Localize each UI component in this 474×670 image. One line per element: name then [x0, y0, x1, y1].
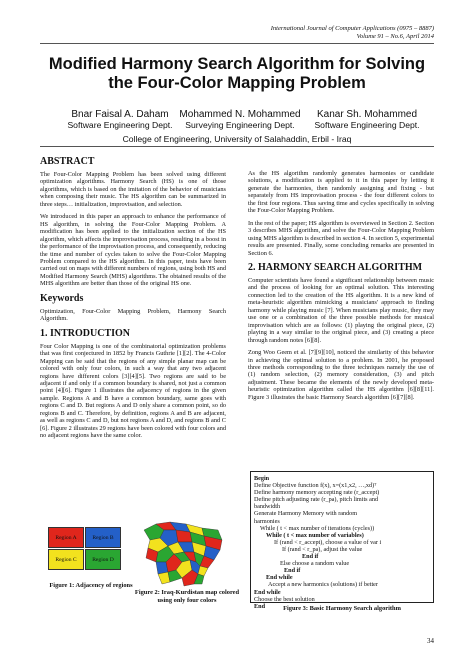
- region-c: [48, 549, 84, 570]
- right-paragraph-2: In the rest of the paper; HS algorithm is overviewed in Section 2. Section 3 describes MHS algorithm, and solve the Four-Color Mapping Problem using MHS algorithm is described in section 4. In section 5, experimental results are presented. Finally, some concluding remarks are presented in Section 6.: [248, 219, 434, 257]
- figure-3-caption: Figure 3: Basic Harmony Search algorithm: [283, 605, 401, 612]
- algo-line: harmonies: [254, 517, 280, 525]
- author-dept: Software Engineering Dept.: [314, 120, 420, 130]
- region-b: [85, 527, 121, 548]
- region-label: Region A: [55, 534, 77, 541]
- figure-1-grid: [48, 527, 124, 573]
- algo-line: Choose the best solution: [254, 595, 315, 603]
- author-name: Kanar Sh. Mohammed: [316, 109, 418, 120]
- header-rule: [40, 43, 434, 44]
- intro-heading: 1. INTRODUCTION: [40, 327, 131, 339]
- right-paragraph-1: As the HS algorithm randomly generates harmonies or candidate solutions, a modification is applied to it in this paper by letting it generate the harmonies, then randomly assigning and fixing - but separately from HS improvisation process - the four different colors to the first four regions. Thus saving time and cycles specifically in solving the Four-Color Mapping Problem.: [248, 170, 434, 215]
- figure-2-caption: Figure 2: Iraq-Kurdistan map colored using only four colors: [134, 589, 240, 604]
- region-label: Region B: [92, 534, 114, 541]
- left-column: [40, 152, 226, 445]
- algo-line: Accept a new harmonics (solutions) if better: [268, 581, 378, 589]
- author-dept: Surveying Engineering Dept.: [185, 120, 295, 130]
- algo-line: Define Objective function f(x), x=(x1,x2, …,xd)ᵀ: [254, 482, 377, 490]
- algo-line: While ( t < max number of iterations (cycles)): [260, 524, 375, 532]
- algo-line: Begin: [254, 475, 270, 482]
- author-2: [176, 110, 304, 130]
- page-number: 34: [427, 637, 434, 645]
- paper-title: Modified Harmony Search Algorithm for Solving the Four-Color Mapping Problem: [48, 55, 426, 92]
- journal-header: [271, 25, 434, 41]
- algo-line: bandwidth: [254, 503, 281, 511]
- algo-line: End if: [284, 567, 301, 575]
- algo-line: If (rand < r_pa), adjust the value: [282, 545, 363, 553]
- affiliation: College of Engineering, University of Salahaddin, Erbil - Iraq: [122, 134, 352, 144]
- author-1: [58, 110, 182, 130]
- abstract-heading: ABSTRACT: [40, 156, 95, 167]
- region-label: Region D: [92, 556, 114, 563]
- algo-line: Define harmony memory accepting rate (r_accept): [254, 489, 380, 497]
- keywords-text: Optimization, Four-Color Mapping Problem, Harmony Search Algorithm.: [40, 307, 226, 323]
- journal-volume: Volume 91 – No.6, April 2014: [356, 33, 434, 40]
- intro-paragraph-1: Four Color Mapping is one of the combinatorial optimization problems that was first conjectured in 1852 by Francis Guthrie [1][2]. The 4-Color Mapping can be said that the regions of any simple planar map can be colored with only four colors, in such a way that any two adjacent regions have different colors [3][4][5]. Two regions are said to be adjacent if and only if a common boundary is shared, not just a common point [4][6]. Figure 1 illustrates the adjacency of regions in the given sample. Regions A and B have a common boundary, same goes with regions C and D. But regions A and D only share a common point, so do regions B and C. Therefore, by definition, regions A and B are adjacent, as well as regions C and D, but not regions A and D, and regions B and C [6]. Figure 2 illustrates 29 regions have been colored with four colors and no adjacent regions have the same color.: [40, 342, 226, 440]
- algo-line: End while: [254, 588, 281, 596]
- algo-line: Else choose a random value: [280, 560, 350, 568]
- authors-rule: [40, 146, 434, 147]
- algo-line: Generate Harmony Memory with random: [254, 510, 358, 518]
- region-d: [85, 549, 121, 570]
- region-a: [48, 527, 84, 548]
- algo-line: End if: [302, 553, 319, 561]
- author-name: Bnar Faisal A. Daham: [71, 109, 169, 120]
- algo-line: End while: [266, 574, 293, 582]
- keywords-heading: Keywords: [40, 292, 84, 304]
- algo-line: If (rand < r_accept), choose a value of var i: [274, 538, 382, 546]
- figure-1-caption: Figure 1: Adjacency of regions: [49, 582, 133, 589]
- figure-2-map: [134, 520, 230, 592]
- author-dept: Software Engineering Dept.: [67, 120, 173, 130]
- algo-line: End: [254, 602, 266, 610]
- algo-line: Define pitch adjusting rate (r_pa), pitch limits and: [254, 496, 379, 504]
- map-region: [176, 530, 192, 542]
- author-3: [302, 110, 432, 130]
- journal-name: International Journal of Computer Applications (0975 – 8887): [270, 25, 434, 32]
- right-column: [248, 170, 434, 406]
- author-name: Mohammed N. Mohammed: [179, 109, 301, 120]
- region-label: Region C: [55, 556, 77, 563]
- right-paragraph-4: Zong Woo Geem et al. [7][9][10], noticed the similarity of this behavior in achieving the optimal solution to a problem. In 2001, he proposed three methods corresponding to the three techniques namely the use of (1) random selection, (2) memory consideration, (3) and pitch adjustment. These became the elements of the newly developed meta-heuristic optimization algorithm called the HS algorithm [6][8][11]. Figure 3 illustrates the basic Harmony Search algorithm [6][7][8].: [248, 349, 434, 401]
- section-2-heading: 2. HARMONY SEARCH ALGORITHM: [248, 261, 423, 273]
- right-paragraph-3: Computer scientists have found a significant relationship between music and the process of looking for an optimal solution. This interesting connection led to the creation of the HS algorithm. It is a new kind of meta-heuristic algorithm mimicking a musicians' approach to finding harmony while playing music [7]. When musicians play music, they may use one or a combination of the three possible methods for musical improvisation which are as follows: (1) playing the original piece, (2) playing in a way similar to the original piece, and (3) creating a piece through random notes [6][8].: [248, 276, 434, 344]
- algo-line: While ( t < max number of variables): [266, 531, 364, 539]
- abstract-paragraph-2: We introduced in this paper an approach to enhance the performance of HS algorithm, in solving the Four-Color Mapping Problem. A modification has been applied to the initialization section of the HS algorithm, which affects the improvisation process, resulting in a boost in the performance of the improvisation process, and consequently, reducing the time and number of cycles taken to solve the Four-Color Mapping Problem compared to the HS algorithm. In this paper, tests have been carried out on maps with different numbers of regions, using both HS and Modified Harmony Search (MHS) algorithms. The obtained results of the MHS algorithm are better than those of the original HS one.: [40, 213, 226, 288]
- abstract-paragraph-1: The Four-Color Mapping Problem has been solved using different optimization algorithms. Harmony Search (HS) is one of those algorithms, which is based on the imitation of the behavior of musicians when composing their music. The HS algorithm can be summarized in three steps… initialization, improvisation, and selection.: [40, 171, 226, 208]
